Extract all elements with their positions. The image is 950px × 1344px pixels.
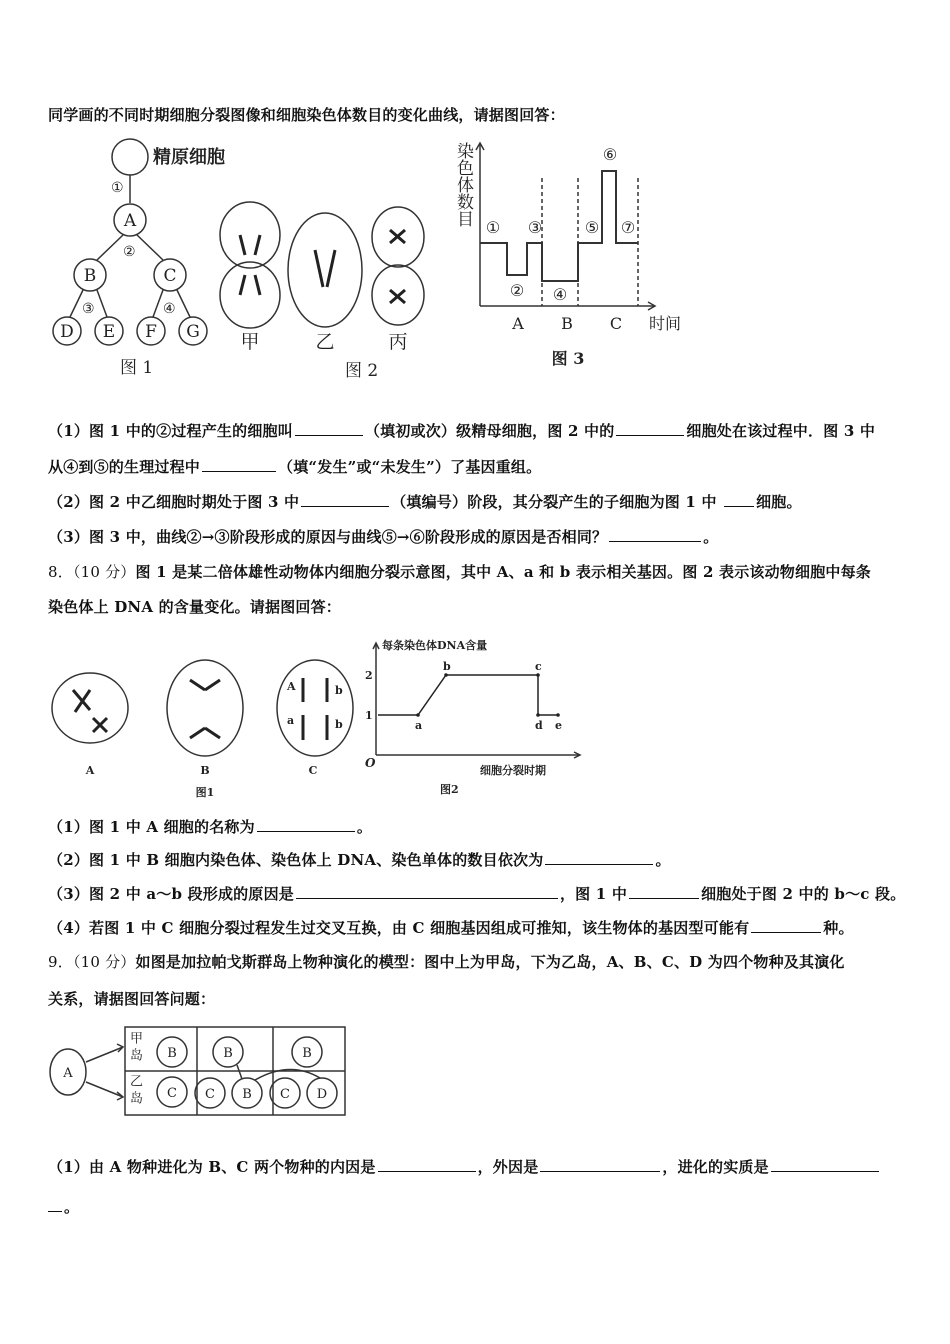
text: 如图是加拉帕戈斯群岛上物种演化的模型：图中上为甲岛，下为乙岛，A、B、C、D 为四个物种及其演化: [135, 953, 845, 971]
text: 图 1 是某二倍体雄性动物体内细胞分裂示意图，其中 A、a 和 b 表示相关基因。图 2 表示该动物细胞中每条: [135, 563, 872, 581]
segment-1: ①: [485, 218, 501, 237]
sperm-progenitor-label: 精原细胞: [153, 147, 225, 168]
q7-sub1-line2: [48, 456, 541, 477]
segment-7: ⑦: [620, 218, 636, 237]
gene-a-upper: A: [287, 680, 296, 693]
q9-evolution-figure: [45, 1022, 350, 1120]
answer-blank[interactable]: [301, 492, 389, 507]
text: （填“发生”或“未发生”）了基因重组。: [278, 458, 542, 476]
fig3-ylabel: 染色体数目: [453, 142, 473, 227]
answer-blank[interactable]: [48, 1197, 62, 1212]
q7-figure-3-graph: [450, 138, 695, 373]
text: （1）图 1 中 A 细胞的名称为: [48, 818, 255, 836]
process-4-label: ④: [163, 301, 176, 317]
segment-4: ④: [552, 285, 568, 304]
cell-bing-label: 丙: [388, 331, 408, 353]
node-b: B: [83, 266, 97, 286]
q7-figure-1-tree: [45, 135, 240, 380]
answer-blank[interactable]: [771, 1157, 879, 1172]
node-a: A: [123, 211, 137, 231]
q8-figure-1-cells: [45, 650, 360, 800]
top-b-3: B: [302, 1046, 312, 1061]
answer-blank[interactable]: [751, 918, 821, 933]
node-e: E: [102, 322, 116, 342]
y-tick-2: 2: [365, 669, 373, 682]
text: 细胞处于图 2 中的 b～c 段。: [701, 885, 906, 903]
point-d: [536, 713, 540, 717]
point-e: [556, 713, 560, 717]
text: （4）若图 1 中 C 细胞分裂过程发生过交叉互换，由 C 细胞基因组成可推知，该生物体的基因型可能有: [48, 919, 750, 937]
point-label-b: b: [443, 660, 451, 673]
q8-sub2: [48, 849, 671, 870]
fig1-caption: 图 1: [120, 358, 154, 378]
node-f: F: [145, 322, 157, 342]
text: ，进化的实质是: [662, 1158, 769, 1176]
chart-origin: O: [365, 756, 376, 770]
q7-figure-2-cells: [215, 195, 445, 380]
fig3-caption: 图 3: [551, 349, 585, 368]
q8-sub4: [48, 917, 854, 938]
q8-sub1: [48, 816, 372, 837]
q8-fig1-caption: 图1: [195, 786, 215, 799]
text: 。: [64, 1198, 80, 1216]
answer-blank[interactable]: [257, 817, 355, 832]
intro-text: 同学画的不同时期细胞分裂图像和细胞染色体数目的变化曲线，请据图回答：: [48, 106, 565, 124]
cell-a-label: A: [85, 764, 95, 777]
bottom-d: D: [316, 1087, 328, 1102]
dna-content-line: [378, 675, 558, 715]
text: （2）图 1 中 B 细胞内染色体、染色体上 DNA、染色单体的数目依次为: [48, 851, 544, 869]
segment-5: ⑤: [584, 218, 600, 237]
gene-b-1: b: [335, 684, 343, 697]
cell-jia-label: 甲: [240, 331, 260, 353]
answer-blank[interactable]: [545, 850, 653, 865]
text: ，外因是: [477, 1158, 539, 1176]
answer-blank[interactable]: [616, 421, 684, 436]
text: 。: [703, 528, 719, 546]
text: 。: [356, 818, 373, 836]
answer-blank[interactable]: [724, 492, 754, 507]
text: ，图 1 中: [559, 885, 628, 903]
chart-xlabel: 细胞分裂时期: [480, 764, 546, 777]
x-tick-c: C: [609, 314, 623, 333]
q9-stem-line1: [48, 951, 845, 972]
top-b-2: B: [223, 1046, 233, 1061]
node-d: D: [60, 322, 74, 342]
node-c: C: [163, 266, 177, 286]
segment-2: ②: [509, 281, 525, 300]
answer-blank[interactable]: [629, 884, 699, 899]
process-2-label: ②: [123, 244, 136, 260]
text: 。: [655, 851, 671, 869]
text: 从④到⑤的生理过程中: [48, 458, 201, 476]
bottom-c-2: C: [205, 1087, 215, 1102]
q7-sub1-line1: [48, 420, 875, 441]
species-a: A: [63, 1066, 73, 1081]
answer-blank[interactable]: [295, 421, 363, 436]
q9-sub1-line2: [48, 1196, 79, 1217]
point-label-e: e: [555, 719, 562, 732]
top-b-1: B: [167, 1046, 177, 1061]
process-3-label: ③: [82, 301, 95, 317]
text: 细胞处在该过程中．图 3 中: [686, 422, 876, 440]
bottom-b: B: [242, 1087, 252, 1102]
answer-blank[interactable]: [296, 884, 558, 899]
point-b: [444, 673, 448, 677]
text: （1）由 A 物种进化为 B、C 两个物种的内因是: [48, 1158, 376, 1176]
point-a: [416, 713, 420, 717]
text: （3）图 2 中 a～b 段形成的原因是: [48, 885, 294, 903]
text: （3）图 3 中，曲线②→③阶段形成的原因与曲线⑤→⑥阶段形成的原因是否相同？: [48, 528, 608, 546]
point-label-d: d: [535, 719, 543, 732]
text: 种。: [823, 919, 854, 937]
island-jia-label: 甲岛: [127, 1031, 142, 1065]
text: 细胞。: [756, 493, 802, 511]
cell-b-label: B: [200, 764, 210, 777]
text: （填编号）阶段，其分裂产生的子细胞为图 1 中: [391, 493, 723, 511]
point-label-c: c: [535, 660, 542, 673]
q7-sub3: [48, 526, 718, 547]
point-c: [536, 673, 540, 677]
gene-a-lower: a: [287, 714, 295, 727]
x-tick-a: A: [512, 314, 524, 333]
q7-sub2: [48, 491, 802, 512]
answer-blank[interactable]: [202, 457, 276, 472]
cell-c-label: C: [308, 764, 318, 777]
island-yi-label: 乙岛: [127, 1074, 142, 1108]
x-axis-label: 时间: [648, 314, 682, 333]
q9-sub1-line1: [48, 1156, 881, 1177]
process-1-label: ①: [111, 180, 124, 196]
cell-yi-label: 乙: [315, 331, 335, 353]
gene-b-2: b: [335, 718, 343, 731]
answer-blank[interactable]: [378, 1157, 476, 1172]
y-tick-1: 1: [365, 709, 373, 722]
fig2-caption: 图 2: [345, 361, 379, 380]
point-label-a: a: [415, 719, 423, 732]
text: （1）图 1 中的②过程产生的细胞叫: [48, 422, 293, 440]
question-number: 9．（10 分）: [48, 953, 136, 971]
segment-3: ③: [527, 218, 543, 237]
question-number: 8．（10 分）: [48, 563, 136, 581]
answer-blank[interactable]: [609, 527, 701, 542]
node-g: G: [186, 322, 200, 342]
answer-blank[interactable]: [540, 1157, 660, 1172]
q8-stem-line1: [48, 561, 871, 582]
q8-sub3: [48, 883, 905, 904]
bottom-c-1: C: [167, 1086, 177, 1101]
chart-title: 图2: [440, 783, 459, 796]
q9-stem-line2: 关系，请据图回答问题：: [48, 990, 216, 1008]
text: （填初或次）级精母细胞，图 2 中的: [364, 422, 615, 440]
chart-ylabel: 每条染色体DNA含量: [382, 639, 488, 652]
segment-6: ⑥: [602, 145, 618, 164]
q8-stem-line2: 染色体上 DNA 的含量变化。请据图回答：: [48, 598, 342, 616]
text: （2）图 2 中乙细胞时期处于图 3 中: [48, 493, 300, 511]
q8-figure-2-chart: [360, 635, 590, 800]
bottom-c-3: C: [280, 1087, 290, 1102]
x-tick-b: B: [561, 314, 573, 333]
